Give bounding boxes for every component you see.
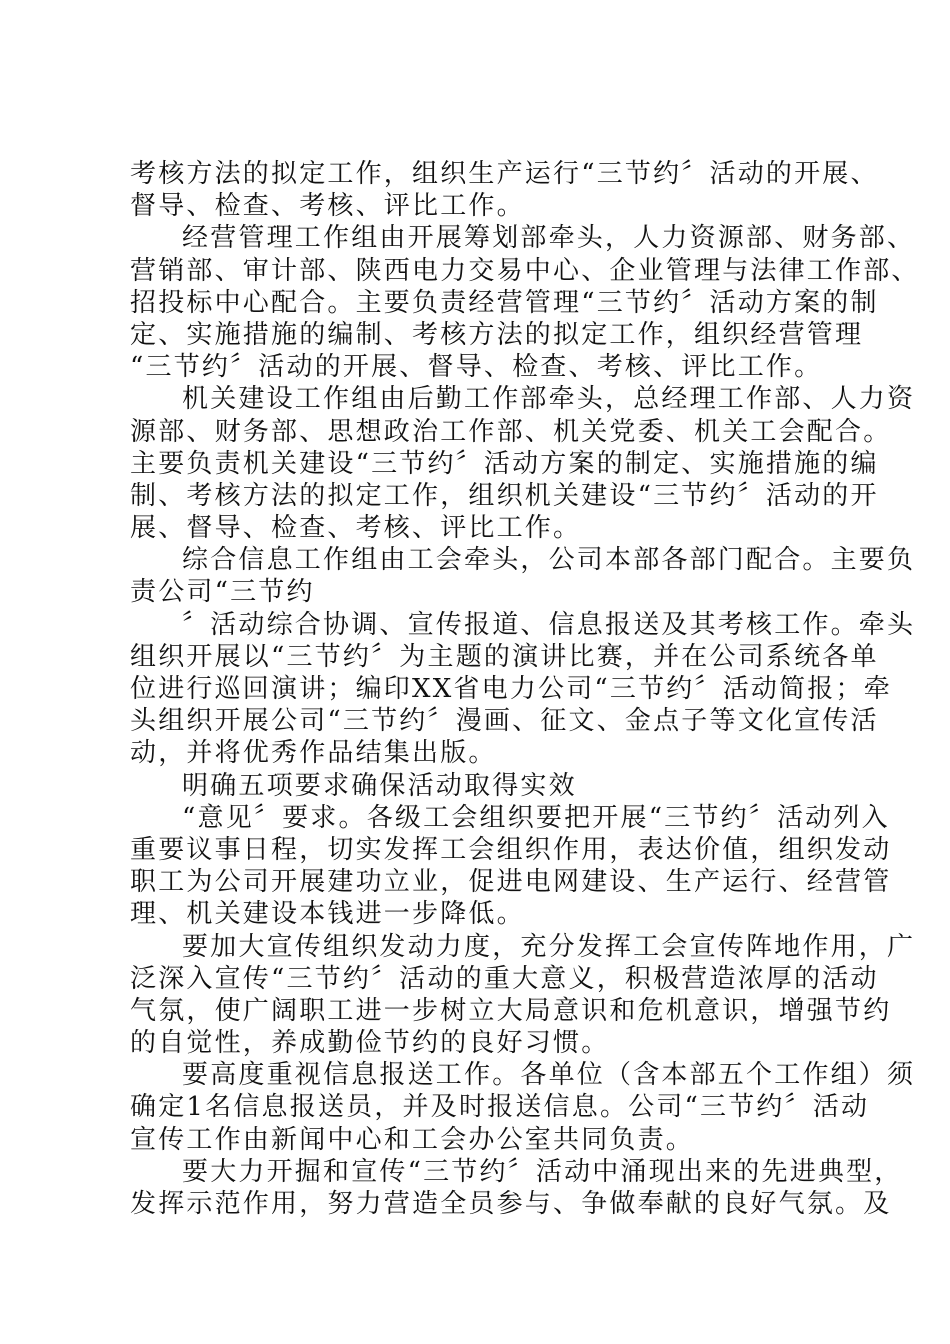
- text-line: 组织开展以“三节约〞为主题的演讲比赛，并在公司系统各单: [130, 641, 879, 672]
- text-line: 制、考核方法的拟定工作，组织机关建设“三节约〞活动的开: [130, 480, 879, 511]
- text-line: 的自觉性，养成勤俭节约的良好习惯。: [130, 1028, 610, 1059]
- text-line: 确定1名信息报送员，并及时报送信息。公司“三节约〞活动: [130, 1092, 870, 1123]
- text-line: 宣传工作由新闻中心和工会办公室共同负责。: [130, 1124, 695, 1155]
- text-line: 气氛，使广阔职工进一步树立大局意识和危机意识，增强节约: [130, 995, 892, 1026]
- text-line: 重要议事日程，切实发挥工会组织作用，表达价值，组织发动: [130, 834, 892, 865]
- text-line: 要加大宣传组织发动力度，充分发挥工会宣传阵地作用，广: [182, 931, 916, 962]
- text-line: 头组织开展公司“三节约〞漫画、征文、金点子等文化宣传活: [130, 706, 879, 737]
- text-line: 〞活动综合协调、宣传报道、信息报送及其考核工作。牵头: [182, 609, 916, 640]
- text-line: “意见〞要求。各级工会组织要把开展“三节约〞活动列入: [182, 802, 890, 833]
- text-line: 要大力开掘和宣传“三节约〞活动中涌现出来的先进典型，: [182, 1156, 903, 1187]
- text-line: 营销部、审计部、陕西电力交易中心、企业管理与法律工作部、: [130, 255, 920, 286]
- text-line: 位进行巡回演讲；编印XX省电力公司“三节约〞活动简报；牵: [130, 674, 892, 704]
- text-line: 综合信息工作组由工会牵头，公司本部各部门配合。主要负: [182, 545, 916, 576]
- text-line: 职工为公司开展建功立业，促进电网建设、生产运行、经营管: [130, 867, 892, 898]
- text-line: 源部、财务部、思想政治工作部、机关党委、机关工会配合。: [130, 416, 892, 447]
- text-line: 督导、检查、考核、评比工作。: [130, 191, 525, 222]
- text-line: 理、机关建设本钱进一步降低。: [130, 899, 525, 930]
- text-line: 责公司“三节约: [130, 577, 315, 608]
- text-line: 主要负责机关建设“三节约〞活动方案的制定、实施措施的编: [130, 448, 879, 479]
- section-heading: 明确五项要求确保活动取得实效: [182, 770, 577, 801]
- text-line: 定、实施措施的编制、考核方法的拟定工作，组织经营管理: [130, 319, 864, 350]
- text-line: 机关建设工作组由后勤工作部牵头，总经理工作部、人力资: [182, 384, 916, 415]
- document-body: [130, 158, 920, 1220]
- text-line: 展、督导、检查、考核、评比工作。: [130, 513, 582, 544]
- text-line: 要高度重视信息报送工作。各单位（含本部五个工作组）须: [182, 1060, 916, 1091]
- text-line: “三节约〞活动的开展、督导、检查、考核、评比工作。: [130, 352, 823, 383]
- text-line: 动，并将优秀作品结集出版。: [130, 738, 497, 769]
- text-line: 考核方法的拟定工作，组织生产运行“三节约〞活动的开展、: [130, 159, 879, 189]
- text-line: 泛深入宣传“三节约〞活动的重大意义，积极营造浓厚的活动: [130, 963, 879, 994]
- text-line: 经营管理工作组由开展筹划部牵头，人力资源部、财务部、: [182, 223, 916, 254]
- text-line: 招投标中心配合。主要负责经营管理“三节约〞活动方案的制: [130, 287, 879, 318]
- text-line: 发挥示范作用，努力营造全员参与、争做奉献的良好气氛。及: [130, 1189, 892, 1219]
